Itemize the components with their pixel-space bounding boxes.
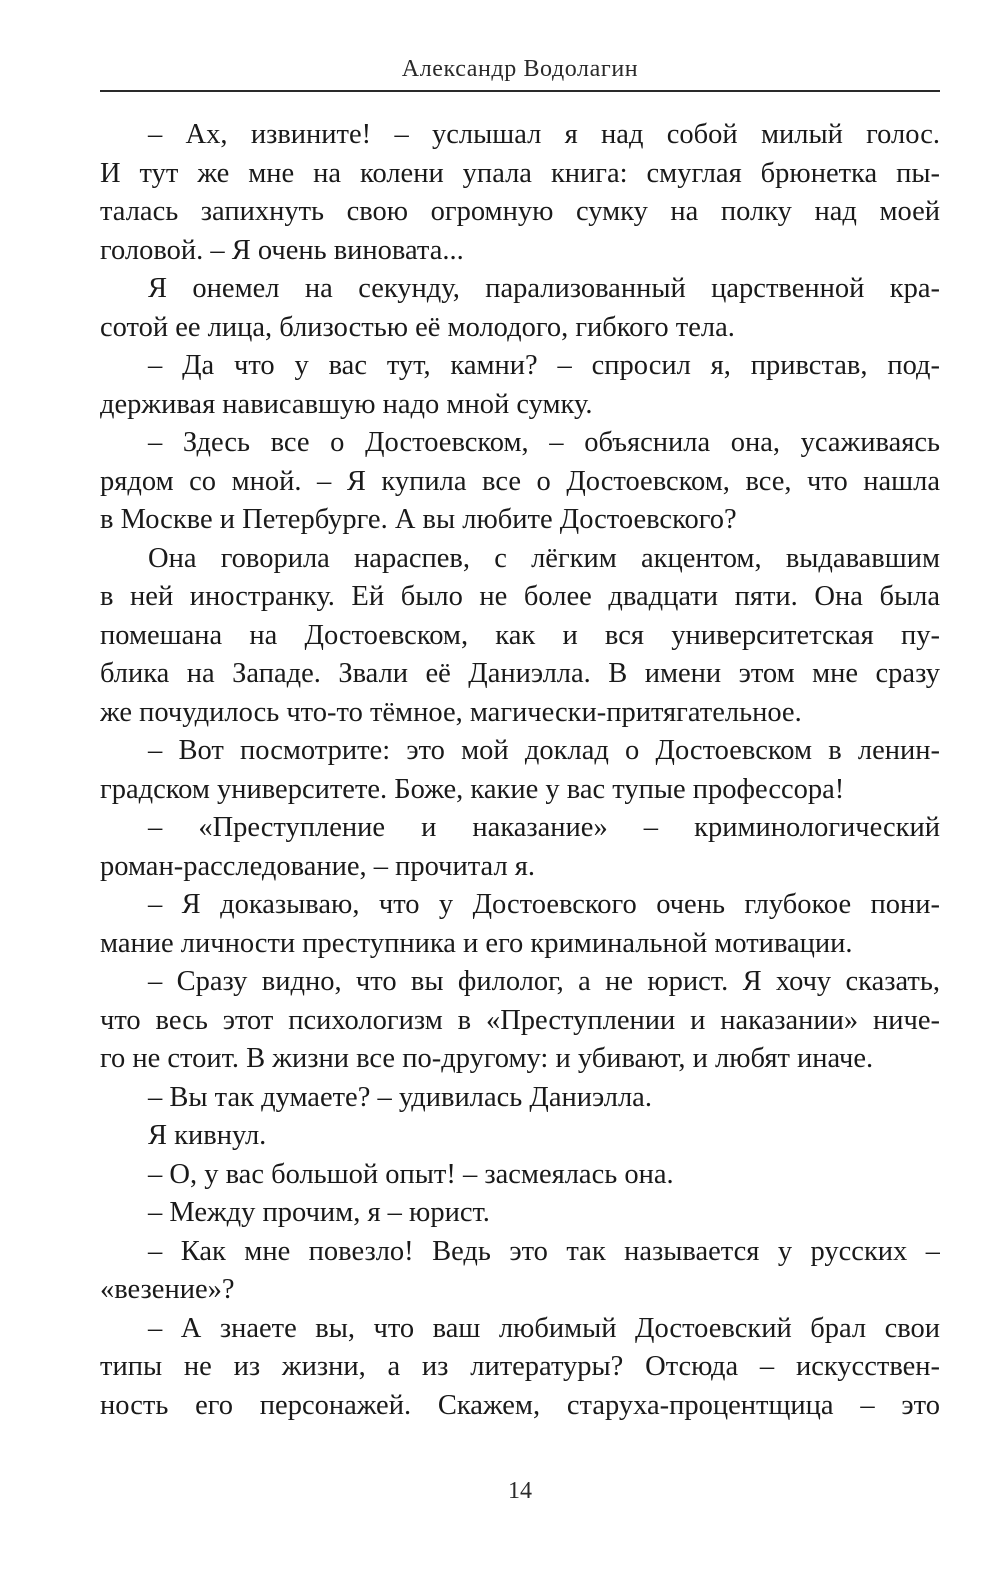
text-line: «везение»?	[100, 1274, 235, 1305]
text-line: рядом со мной. – Я купила все о Достоевском, все, что нашла	[100, 465, 940, 497]
text-line: Я онемел на секунду, парализованный царственной кра-	[148, 273, 940, 304]
text-line: что весь этот психологизм в «Преступлении и наказании» ниче-	[100, 1004, 940, 1036]
text-line: сотой ее лица, близостью её молодого, гибкого тела.	[100, 311, 735, 343]
text-line: – А знаете вы, что ваш любимый Достоевский брал свои	[148, 1312, 940, 1344]
text-line: – Сразу видно, что вы филолог, а не юрист. Я хочу сказать,	[148, 966, 940, 997]
text-line: го не стоит. В жизни все по-другому: и убивают, и любят иначе.	[100, 1043, 874, 1074]
text-line: – Ах, извините! – услышал я над собой милый голос.	[148, 119, 940, 150]
page-number: 14	[508, 1478, 532, 1504]
text-line: ность его персонажей. Скажем, старуха-процентщица – это	[100, 1389, 940, 1421]
text-line: – Я доказываю, что у Достоевского очень глубокое пони-	[148, 889, 940, 920]
text-line: – «Преступление и наказание» – криминологический	[148, 812, 940, 843]
text-line: – Да что у вас тут, камни? – спросил я, привстав, под-	[148, 350, 940, 381]
text-line: блика на Западе. Звали её Даниэлла. В имени этом мне сразу	[100, 658, 940, 689]
text-line: – Вот посмотрите: это мой доклад о Достоевском в ленин-	[148, 735, 940, 766]
text-line: – Вы так думаете? – удивилась Даниэлла.	[148, 1081, 652, 1113]
text-line: – Как мне повезло! Ведь это так называется у русских –	[148, 1235, 940, 1267]
header-rule	[100, 90, 940, 92]
body-text	[100, 116, 940, 1425]
text-line: И тут же мне на колени упала книга: смуглая брюнетка пы-	[100, 157, 940, 189]
text-line: мание личности преступника и его криминальной мотивации.	[100, 927, 853, 959]
text-line: – Здесь все о Достоевском, – объяснила она, усаживаясь	[148, 427, 940, 458]
running-head-author: Александр Водолагин	[401, 56, 639, 82]
text-line: помешана на Достоевском, как и вся университетская пу-	[100, 619, 940, 651]
text-line: головой. – Я очень виновата...	[100, 234, 464, 266]
text-line: роман-расследование, – прочитал я.	[100, 850, 536, 882]
text-line: держивая нависавшую надо мной сумку.	[100, 388, 593, 420]
text-line: – О, у вас большой опыт! – засмеялась она.	[148, 1158, 674, 1190]
text-line: градском университете. Боже, какие у вас тупые профессора!	[100, 773, 845, 805]
text-line: Она говорила нараспев, с лёгким акцентом, выдававшим	[148, 542, 940, 574]
text-line: типы не из жизни, а из литературы? Отсюда – искусствен-	[100, 1351, 940, 1382]
text-line: же почудилось что-то тёмное, магически-притягательное.	[100, 696, 802, 728]
text-line: в ней иностранку. Ей было не более двадцати пяти. Она была	[100, 581, 940, 612]
text-line: Я кивнул.	[148, 1120, 267, 1151]
text-line: – Между прочим, я – юрист.	[148, 1197, 490, 1228]
text-line: талась запихнуть свою огромную сумку на полку над моей	[100, 196, 940, 227]
text-line: в Москве и Петербурге. А вы любите Достоевского?	[100, 504, 737, 535]
